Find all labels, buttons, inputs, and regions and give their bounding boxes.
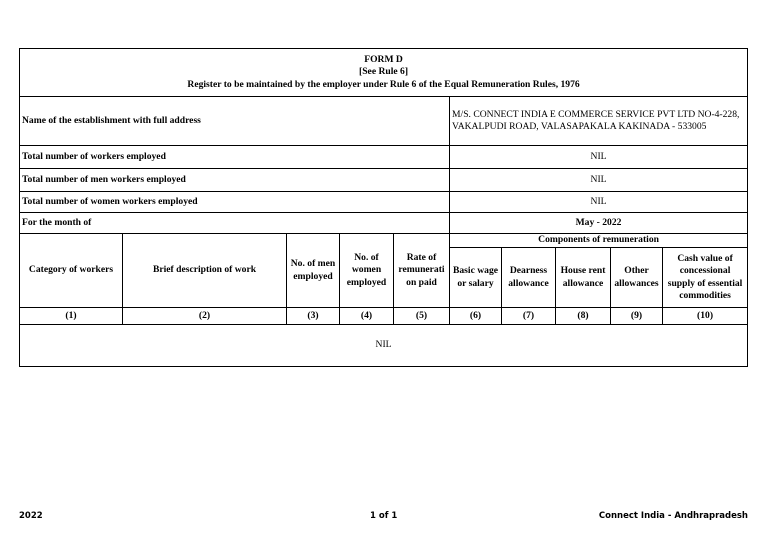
total-workers-label: Total number of workers employed <box>20 146 450 169</box>
column-header: Rate of remunerati on paid <box>394 234 450 308</box>
column-number: (4) <box>340 308 394 325</box>
column-header: Dearness allowance <box>502 248 556 308</box>
column-header: House rent allowance <box>556 248 611 308</box>
total-workers-value: NIL <box>450 146 748 169</box>
rule-reference: [See Rule 6] <box>359 66 409 78</box>
column-header: Category of workers <box>20 234 123 308</box>
total-men-label: Total number of men workers employed <box>20 169 450 192</box>
column-number: (2) <box>123 308 287 325</box>
footer-year: 2022 <box>19 511 43 521</box>
column-number: (10) <box>663 308 748 325</box>
column-number: (1) <box>20 308 123 325</box>
total-women-value: NIL <box>450 192 748 213</box>
column-number: (8) <box>556 308 611 325</box>
form-header <box>20 49 748 97</box>
month-label: For the month of <box>20 213 450 234</box>
components-header: Components of remuneration <box>450 234 748 248</box>
column-number: (3) <box>287 308 340 325</box>
form-d-table <box>19 48 748 367</box>
column-header: No. of women employed <box>340 234 394 308</box>
column-header: Other allowances <box>611 248 663 308</box>
month-value: May - 2022 <box>450 213 748 234</box>
establishment-label: Name of the establishment with full address <box>20 97 450 146</box>
register-title: Register to be maintained by the employer under Rule 6 of the Equal Remuneration Rules, 1976 <box>187 78 580 90</box>
register-body-value: NIL <box>20 325 748 367</box>
footer-organization: Connect India - Andhrapradesh <box>598 511 748 521</box>
establishment-value: M/S. CONNECT INDIA E COMMERCE SERVICE PVT LTD NO-4-228, VAKALPUDI ROAD, VALASAPAKALA KAKINADA - 533005 <box>450 97 748 146</box>
column-header: Cash value of concessional supply of essential commodities <box>663 248 748 308</box>
total-women-label: Total number of women workers employed <box>20 192 450 213</box>
column-number: (9) <box>611 308 663 325</box>
column-header: Basic wage or salary <box>450 248 502 308</box>
column-number: (6) <box>450 308 502 325</box>
column-header: Brief description of work <box>123 234 287 308</box>
column-number: (7) <box>502 308 556 325</box>
form-title: FORM D <box>364 53 403 65</box>
column-number: (5) <box>394 308 450 325</box>
total-men-value: NIL <box>450 169 748 192</box>
column-header: No. of men employed <box>287 234 340 308</box>
footer-page-number: 1 of 1 <box>370 511 398 521</box>
